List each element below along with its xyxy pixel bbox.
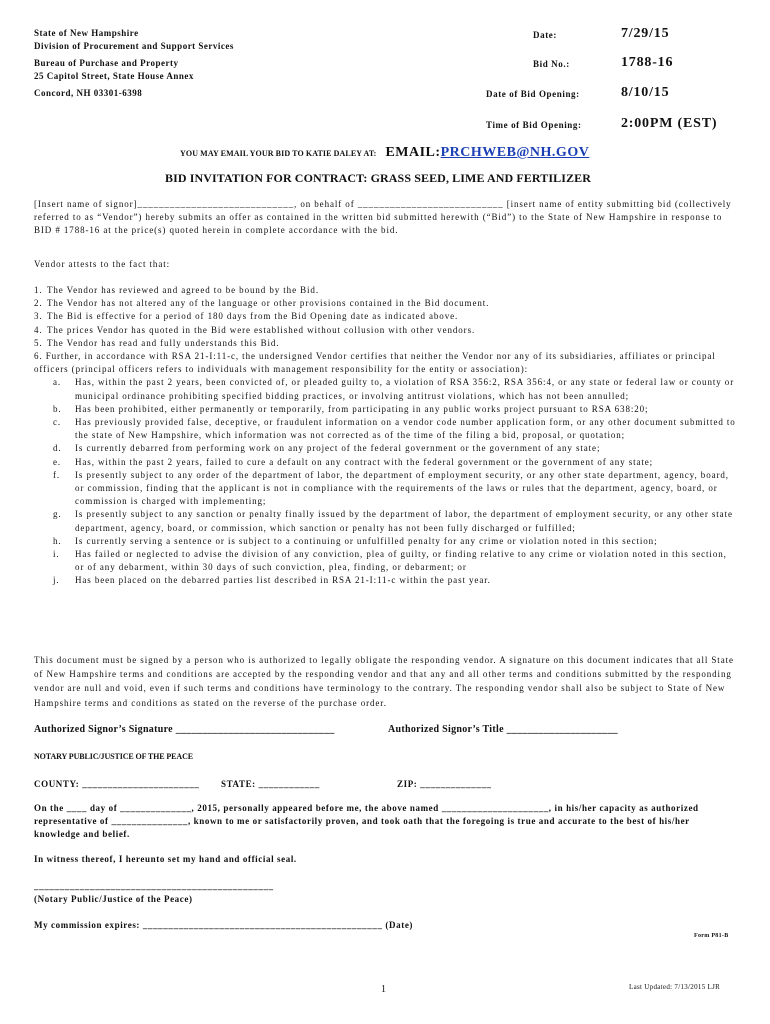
sub-item-letter: g. <box>53 509 62 520</box>
email-prefix: YOU MAY EMAIL YOUR BID TO KATIE DALEY AT: <box>180 149 377 158</box>
bid-no-value: 1788-16 <box>621 55 674 70</box>
list-item-text: The Vendor has read and fully understands this Bid. <box>47 337 280 348</box>
list-item-number: 3. <box>34 311 43 322</box>
commission-expires-line[interactable]: My commission expires: _______________________________________________ (Date) <box>34 920 414 930</box>
sub-item-letter: a. <box>53 377 62 388</box>
sub-item <box>34 403 739 416</box>
bid-no-label: Bid No.: <box>533 59 570 69</box>
sub-item-letter: f. <box>53 469 61 480</box>
bid-opening-label: Date of Bid Opening: <box>486 89 580 99</box>
sub-item <box>34 548 739 574</box>
list-item-number: 4. <box>34 324 43 335</box>
intro-paragraph: [Insert name of signor]_____________________________, on behalf of ___________________________ [insert name of entity submitting bid (collectively referred to as “Vendor”) hereby submits an offer as contained in the written bid submitted herewith (“Bid”) to the State of New Hampshire in response to BID # 1788-16 at the price(s) quoted herein in complete accordance with the bid. <box>34 199 732 236</box>
date-label: Date: <box>533 30 557 40</box>
state-field[interactable]: STATE: ____________ <box>221 779 320 789</box>
list-item <box>34 350 739 376</box>
time-opening-value: 2:00PM (EST) <box>621 116 718 131</box>
list-item <box>34 284 739 297</box>
signature-terms-paragraph: This document must be signed by a person who is authorized to legally obligate the responding vendor. A signature on this document indicates that all State of New Hampshire terms and conditions are accepted by the responding vendor and that any and all other terms and conditions submitted by the responding vendor are null and void, even if such terms and conditions have terminology to the contrary. The responding vendor shall also be subject to State of New Hampshire terms and conditions as stated on the reverse of the purchase order. <box>34 655 734 708</box>
county-field[interactable]: COUNTY: _______________________ <box>34 779 200 789</box>
sub-item <box>34 456 739 469</box>
sub-item-letter: d. <box>53 443 62 454</box>
page-number: 1 <box>381 984 386 995</box>
sub-item <box>34 535 739 548</box>
date-value: 7/29/15 <box>621 26 670 41</box>
sub-item-text: Has, within the past 2 years, failed to cure a default on any contract with the federal government or the government of any state; <box>75 456 654 467</box>
signor-title-line[interactable]: Authorized Signor’s Title _____________________ <box>388 724 618 735</box>
sub-item <box>34 469 739 509</box>
email-line <box>180 143 589 161</box>
notary-signature-line[interactable]: _______________________________________________ <box>34 881 274 891</box>
sub-item <box>34 442 739 455</box>
attest-list <box>34 284 739 588</box>
attests-line: Vendor attests to the fact that: <box>34 259 171 269</box>
org-line-street: 25 Capitol Street, State House Annex <box>34 71 194 81</box>
list-item-text: The prices Vendor has quoted in the Bid were established without collusion with other vendors. <box>47 324 476 335</box>
list-item-number: 2. <box>34 298 43 309</box>
org-line-city: Concord, NH 03301-6398 <box>34 88 143 98</box>
org-address <box>34 27 234 100</box>
witness-line: In witness thereof, I hereunto set my hand and official seal. <box>34 854 297 864</box>
sub-item-text: Has, within the past 2 years, been convicted of, or pleaded guilty to, a violation of RSA 356:2, RSA 356:4, or any state or federal law or county or municipal ordinance prohibiting specified bidding practices, or involving antitrust violations, which has not been annulled; <box>75 377 735 401</box>
email-label: EMAIL: <box>385 145 441 160</box>
sub-item-letter: c. <box>53 417 62 428</box>
signor-signature-line[interactable]: Authorized Signor’s Signature ______________________________ <box>34 724 335 735</box>
notary-heading: NOTARY PUBLIC/JUSTICE OF THE PEACE <box>34 752 194 761</box>
sub-item-letter: j. <box>53 575 60 586</box>
sub-item-text: Is presently subject to any order of the department of labor, the department of employment security, or any other state department, agency, board, or commission, finding that the applicant is not in compliance with the requirements of the laws or rules that the department, agency, board, or commission is charged with implementing; <box>75 469 729 507</box>
list-item <box>34 310 739 323</box>
sub-item-text: Has failed or neglected to advise the division of any conviction, plea of guilty, or finding relative to any crime or violation noted in this section, or of any debarment, within 30 days of such conviction, plea, finding, or debarment; or <box>75 549 727 573</box>
sub-item-letter: h. <box>53 535 62 546</box>
bid-opening-value: 8/10/15 <box>621 85 670 100</box>
list-item-text: Further, in accordance with RSA 21-I:11-c, the undersigned Vendor certifies that neither the Vendor nor any of its subsidiaries, affiliates or principal officers (principal officers refers to individuals with management responsibility for the entity or association): <box>34 351 716 375</box>
sub-item-text: Is presently subject to any sanction or penalty finally issued by the department of labor, the department of employment security, or any other state department, agency, board, or commission, which sanction or penalty has not been fully discharged or fulfilled; <box>75 509 733 533</box>
sub-item-text: Has been prohibited, either permanently or temporarily, from participating in any public works project pursuant to RSA 638:20; <box>75 403 649 414</box>
sub-item-text: Has been placed on the debarred parties list described in RSA 21-I:11-c within the past year. <box>75 575 491 586</box>
list-item-number: 5. <box>34 337 43 348</box>
sub-item-letter: i. <box>53 549 60 560</box>
org-line-division: Division of Procurement and Support Services <box>34 41 234 51</box>
list-item <box>34 337 739 350</box>
list-item <box>34 297 739 310</box>
org-line-bureau: Bureau of Purchase and Property <box>34 58 179 68</box>
form-number: Form P81-B <box>694 933 729 939</box>
list-item-number: 6. <box>34 351 43 362</box>
sub-item-text: Is currently debarred from performing work on any project of the federal government or the government of any state; <box>75 443 601 454</box>
notary-oath-paragraph: On the ____ day of ______________, 2015, personally appeared before me, the above named _____________________, in his/her capacity as authorized representative of _______________, known to me or satisfactorily proven, and took oath that the foregoing is true and accurate to the best of his/her knowledge and belief. <box>34 803 699 839</box>
sub-item-text: Is currently serving a sentence or is subject to a continuing or unfulfilled penalty for any crime or violation noted in this section; <box>75 535 658 546</box>
list-item-text: The Vendor has reviewed and agreed to be bound by the Bid. <box>47 285 319 295</box>
sub-item <box>34 376 739 402</box>
sub-item <box>34 508 739 534</box>
sub-item-letter: b. <box>53 403 62 414</box>
sub-item <box>34 416 739 442</box>
time-opening-label: Time of Bid Opening: <box>486 120 582 130</box>
list-item-text: The Vendor has not altered any of the language or other provisions contained in the Bid document. <box>47 298 490 309</box>
last-updated: Last Updated: 7/13/2015 LJR <box>629 983 721 991</box>
sub-item <box>34 574 739 587</box>
notary-signature-caption: (Notary Public/Justice of the Peace) <box>34 894 193 904</box>
org-line-state: State of New Hampshire <box>34 28 139 38</box>
sub-item-text: Has previously provided false, deceptive, or fraudulent information on a vendor code number application form, or any other document submitted to the state of New Hampshire, which information was not corrected as of the time of the filing a bid, proposal, or quotation; <box>75 417 736 441</box>
zip-field[interactable]: ZIP: ______________ <box>397 779 492 789</box>
list-item <box>34 324 739 337</box>
page-title: BID INVITATION FOR CONTRACT: GRASS SEED, LIME AND FERTILIZER <box>165 171 591 185</box>
list-item-text: The Bid is effective for a period of 180 days from the Bid Opening date as indicated above. <box>47 311 459 322</box>
email-link[interactable]: PRCHWEB@NH.GOV <box>440 145 590 160</box>
sub-item-letter: e. <box>53 456 62 467</box>
list-item-number: 1. <box>34 285 43 295</box>
